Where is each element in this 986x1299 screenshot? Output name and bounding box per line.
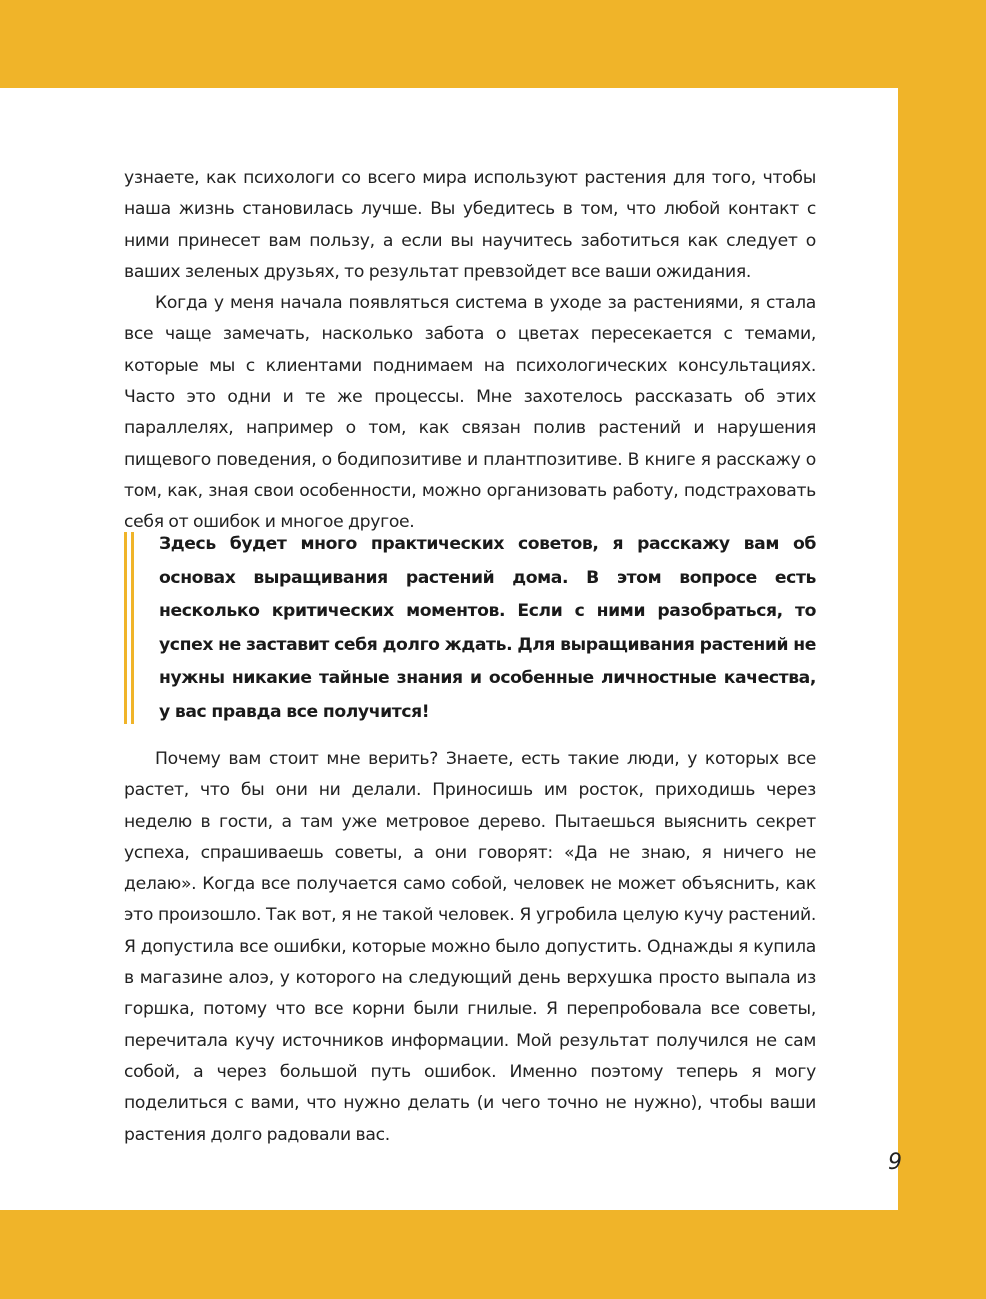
page-number: 9	[888, 1150, 902, 1175]
callout-quote	[124, 532, 816, 724]
body-text-bottom	[124, 744, 816, 1151]
quote-bar-left	[124, 532, 127, 724]
paragraph-system: Когда у меня начала появляться система в уходе за растениями, я стала все чаще замечать, насколько забота о цветах пересекается с темами, которые мы с клиентами поднимаем на психологических консультациях. Часто это одни и те же процессы. Мне захотелось рассказать об этих параллелях, например о том, как связан полив растений и нарушения пищевого поведения, о бодипозитиве и плантпозитиве. В книге я расскажу о том, как, зная свои особенности, можно организовать работу, подстраховать себя от ошибок и многое другое.	[124, 293, 816, 533]
quote-bar-right	[131, 532, 134, 724]
paragraph-trust: Почему вам стоит мне верить? Знаете, есть такие люди, у которых все растет, что бы они ни делали. Приносишь им росток, приходишь через неделю в гости, а там уже метровое дерево. Пытаешься выяснить секрет успеха, спрашиваешь советы, а они говорят: «Да не знаю, я ничего не делаю». Когда все получается само собой, человек не может объяснить, как это произошло. Так вот, я не такой человек. Я угробила целую кучу растений. Я допустила все ошибки, которые можно было допустить. Однажды я купила в магазине алоэ, у которого на следующий день верхушка просто выпала из горшка, потому что все корни были гнилые. Я перепробовала все советы, перечитала кучу источников информации. Мой результат получился не сам собой, а через большой путь ошибок. Именно поэтому теперь я могу поделиться с вами, что нужно делать (и чего точно не нужно), чтобы ваши растения долго радовали вас.	[124, 749, 816, 1145]
paragraph-intro: узнаете, как психологи со всего мира используют растения для того, чтобы наша жизнь становилась лучше. Вы убедитесь в том, что любой контакт с ними принесет вам пользу, а если вы научитесь заботиться как следует о ваших зеленых друзьях, то результат превзойдет все ваши ожидания.	[124, 168, 816, 282]
callout-text: Здесь будет много практических советов, я расскажу вам об основах выращивания растений дома. В этом вопросе есть несколько критических моментов. Если с ними разобраться, то успех не заставит себя долго ждать. Для выращивания растений не нужны никакие тайные знания и особенные личностные качества, у вас правда все получится!	[159, 534, 816, 722]
body-text-top	[124, 163, 816, 539]
